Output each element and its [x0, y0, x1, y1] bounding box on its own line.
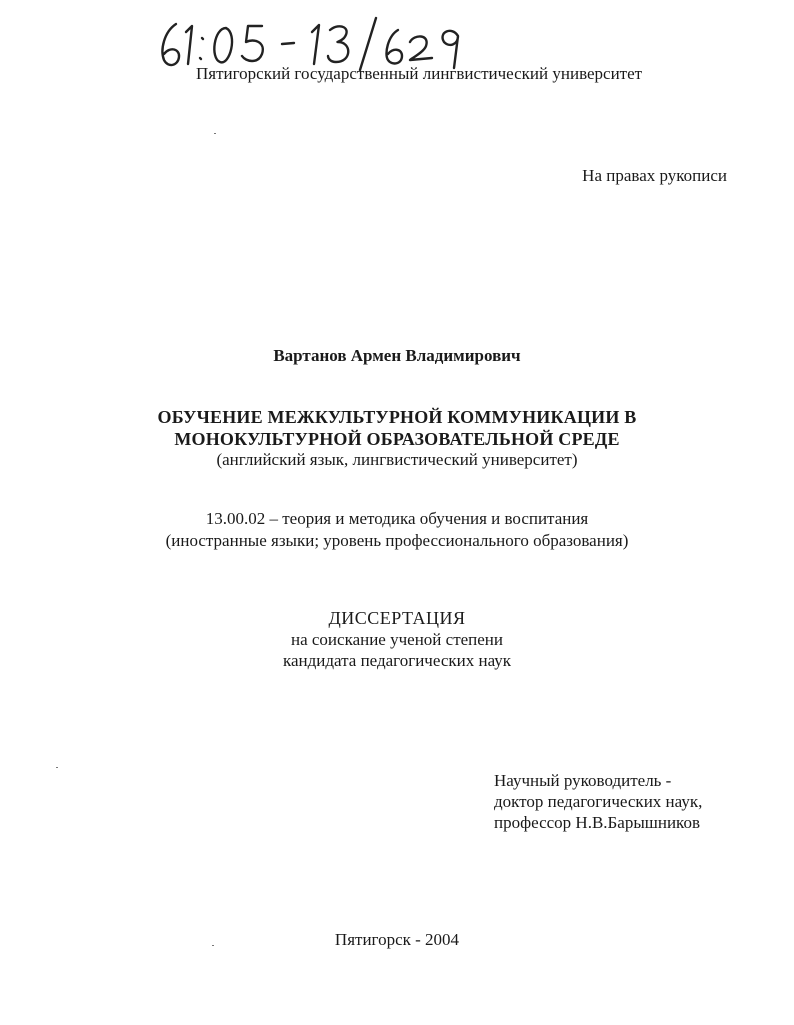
specialty-line-1: 13.00.02 – теория и методика обучения и воспитания	[205, 509, 589, 528]
degree-statement	[0, 608, 794, 671]
manuscript-rights-note: На правах рукописи	[582, 166, 727, 185]
specialty-code	[0, 508, 794, 552]
city-year: Пятигорск - 2004	[334, 930, 460, 949]
supervisor-line-1: Научный руководитель -	[494, 771, 672, 790]
dissertation-subtitle: (английский язык, лингвистический университет)	[216, 450, 578, 469]
scan-speck	[214, 133, 216, 134]
scan-speck	[56, 767, 58, 768]
supervisor-line-2: доктор педагогических наук,	[494, 792, 703, 811]
degree-line-2: кандидата педагогических наук	[282, 651, 512, 670]
dissertation-heading: ДИССЕРТАЦИЯ	[328, 608, 466, 628]
dissertation-title	[0, 406, 794, 450]
title-line-2: МОНОКУЛЬТУРНОЙ ОБРАЗОВАТЕЛЬНОЙ СРЕДЕ	[174, 429, 620, 449]
supervisor-line-3: профессор Н.В.Барышников	[494, 813, 700, 832]
supervisor-block	[494, 770, 702, 833]
university-name: Пятигорский государственный лингвистический университет	[196, 64, 643, 83]
title-line-1: ОБУЧЕНИЕ МЕЖКУЛЬТУРНОЙ КОММУНИКАЦИИ В	[157, 407, 637, 427]
degree-line-1: на соискание ученой степени	[290, 630, 504, 649]
author-name: Вартанов Армен Владимирович	[273, 346, 521, 365]
specialty-line-2: (иностранные языки; уровень профессионального образования)	[165, 531, 629, 550]
